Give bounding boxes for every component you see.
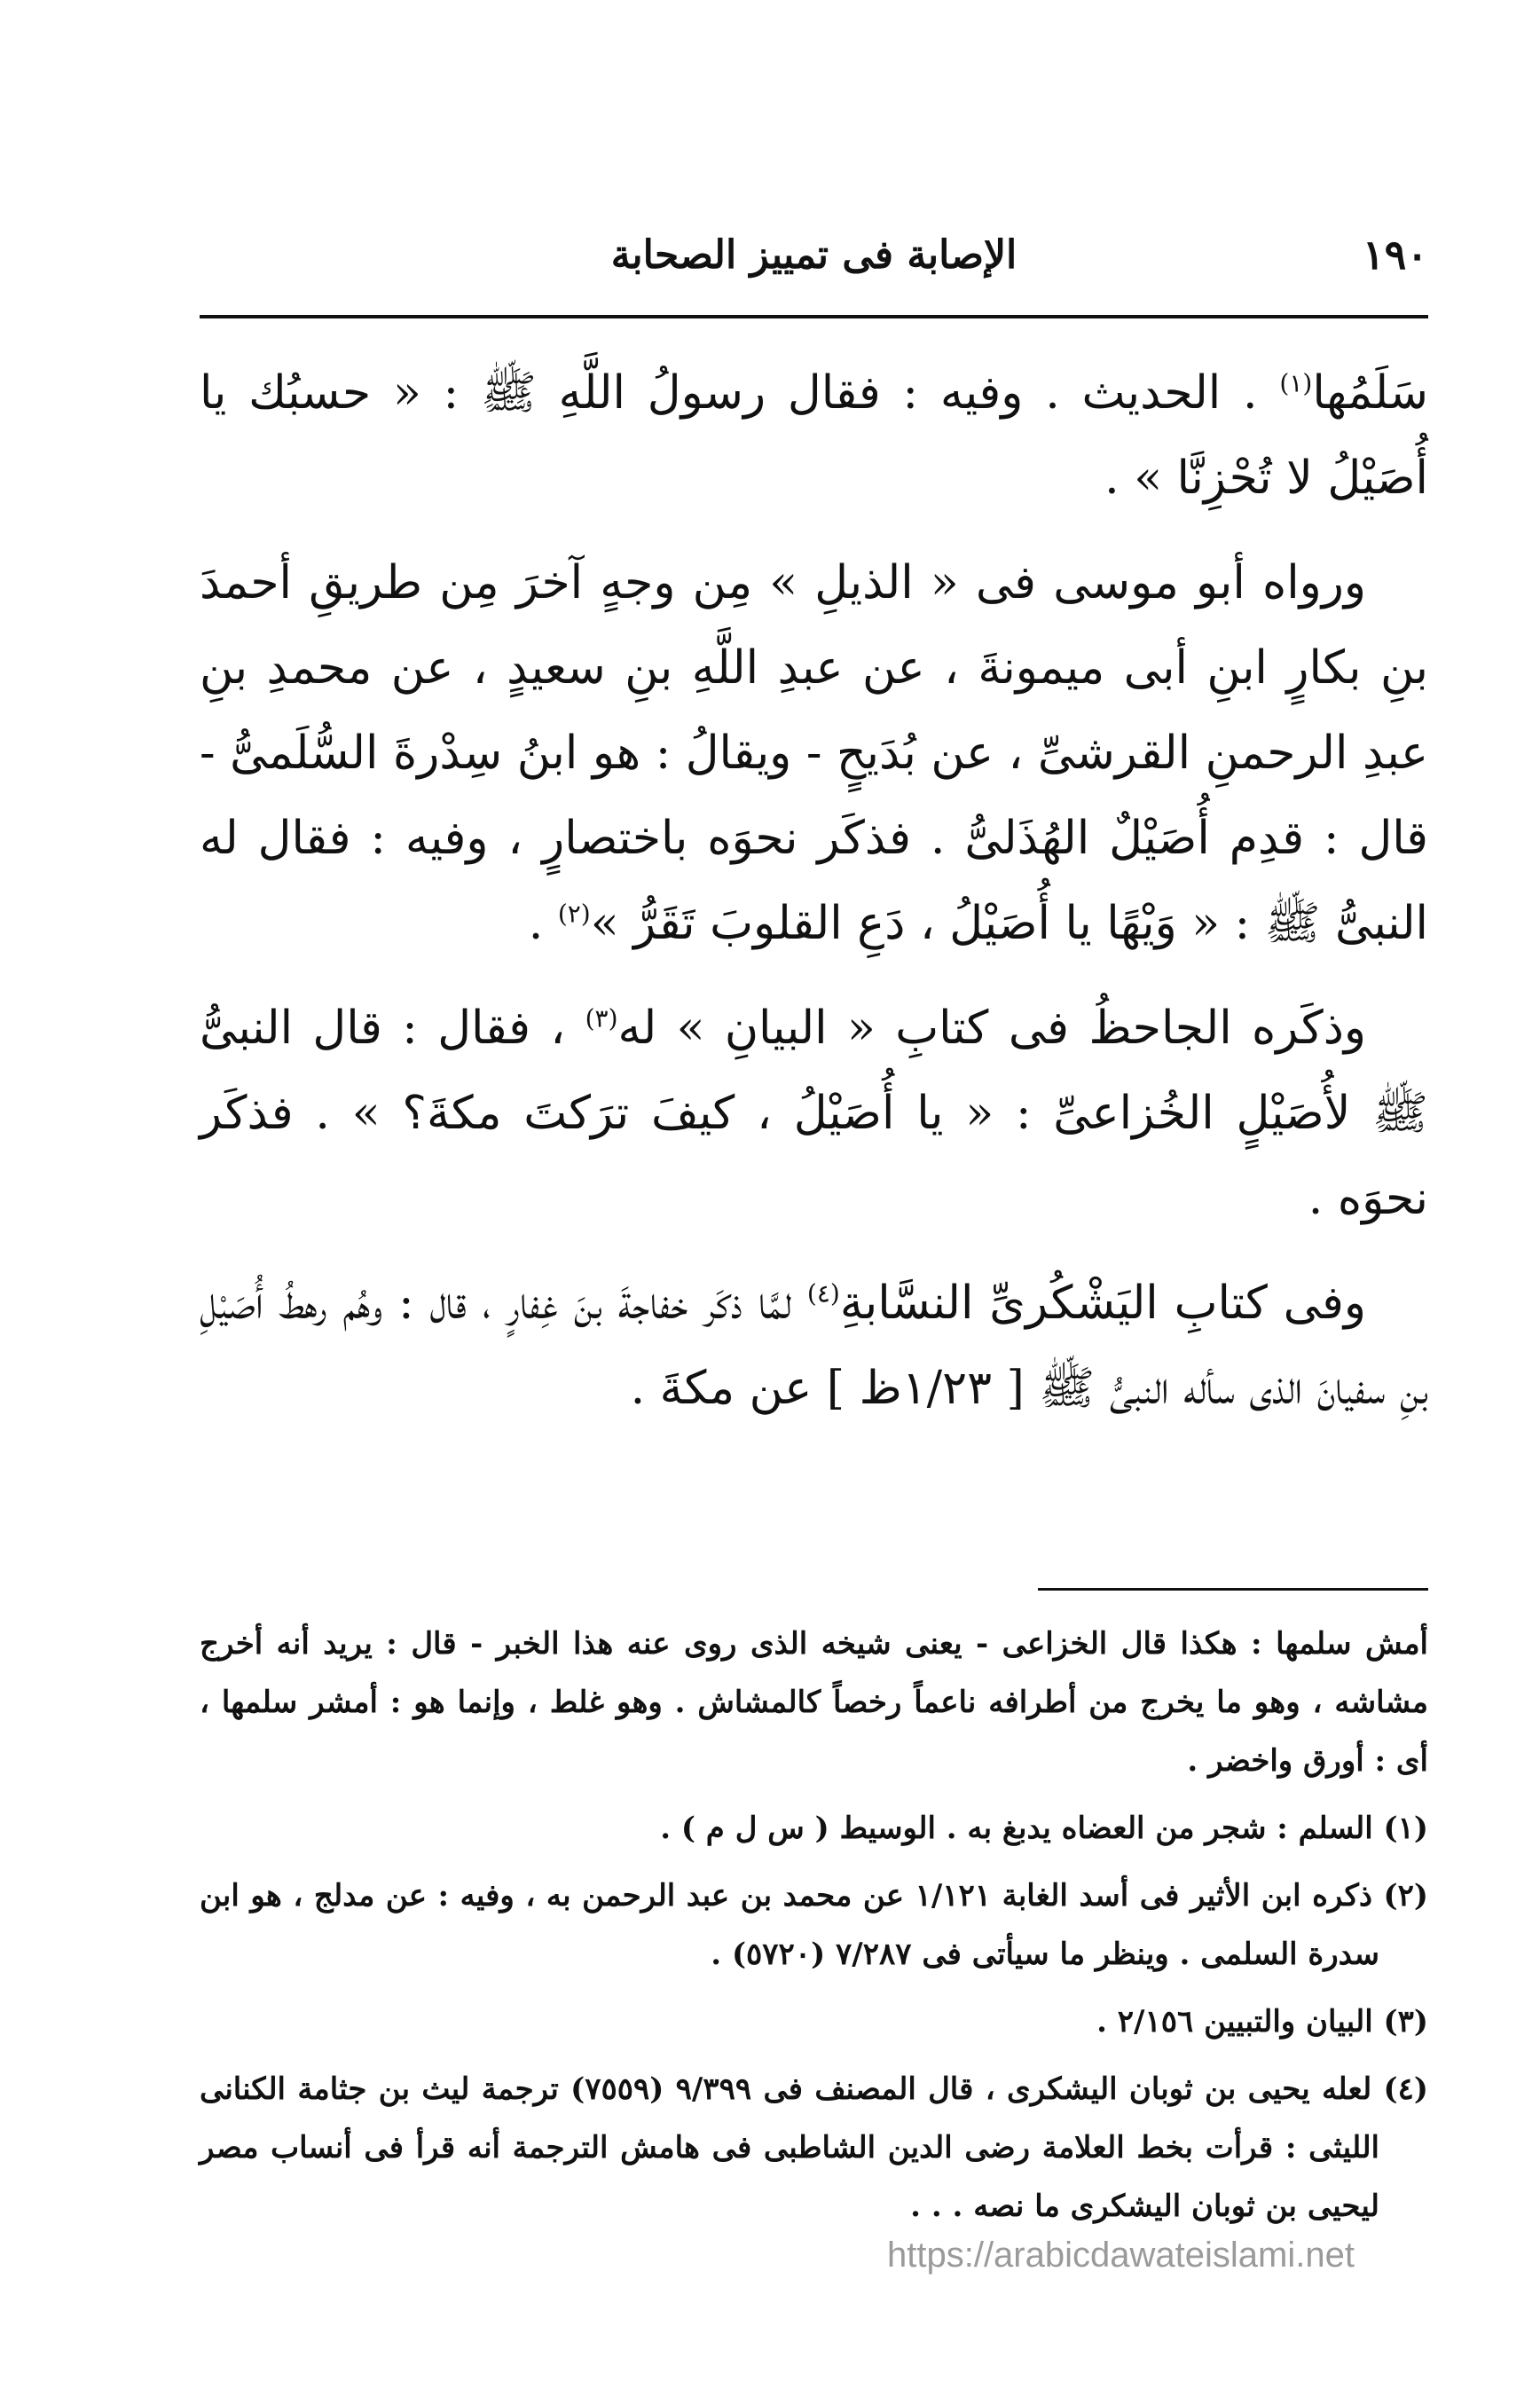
paragraph-1-start: سَلَمُها	[1312, 366, 1428, 420]
footnote-rule	[1038, 1588, 1428, 1591]
footnote-continued: أمش سلمها : هكذا قال الخزاعى - يعنى شيخه الذى روى عنه هذا الخبر - قال : يريد أنه أخرج مشاشه ، وهو ما يخرج من أطرافه ناعماً رخصاً كالمشاش . وهو غلط ، وإنما هو : أمشر سلمها ، أى : أورق واخضر .	[200, 1626, 1428, 1779]
paragraph-4	[200, 1261, 1428, 1431]
header-rule	[200, 315, 1428, 318]
paragraph-4-rest: لمَّا ذكَر خفاجةَ بنَ غِفارٍ ، قال : وهُم رهطُ أُصَيْلِ بنِ سفيانَ الذى سأله النبىُّ ﷺ [ ١/٢٣ظ ] عن مكةَ .	[200, 1277, 1428, 1415]
paragraph-3-rest: ، فقال : قال النبىُّ ﷺ لأُصَيْلٍ الخُزاعىِّ : « يا أُصَيْلُ ، كيفَ ترَكتَ مكةَ؟ » . فذكَر نحوَه .	[200, 1002, 1428, 1225]
footnote-ref-4: (٤)	[806, 1278, 840, 1309]
paragraph-3	[200, 986, 1428, 1241]
paragraph-3-start: وذكَره الجاحظُ فى كتابِ « البيانِ » له	[617, 1002, 1367, 1055]
watermark-url: https://arabicdawateislami.net	[887, 2236, 1355, 2275]
paragraph-2	[200, 540, 1428, 966]
running-title: الإصابة فى تمييز الصحابة	[610, 232, 1018, 278]
paragraph-4-start: وفى كتابِ اليَشْكُرىِّ النسَّابةِ	[839, 1277, 1366, 1330]
footnote-3: (٣) البيان والتبيين ٢/١٥٦ .	[1096, 2004, 1428, 2039]
paragraph-1-rest: . الحديث . وفيه : فقال رسولُ اللَّهِ ﷺ : « حسبُك يا أُصَيْلُ لا تُحْزِنَّا » .	[200, 366, 1428, 505]
page-header	[200, 222, 1428, 310]
footnote-4: (٤) لعله يحيى بن ثوبان اليشكرى ، قال المصنف فى ٩/٣٩٩ (٧٥٥٩) ترجمة ليث بن جثامة الكنانى الليثى : قرأت بخط العلامة رضى الدين الشاطبى فى هامش الترجمة أنه قرأ فى أنساب مصر ليحيى بن ثوبان اليشكرى ما نصه . . .	[200, 2071, 1428, 2224]
paragraph-1	[200, 350, 1428, 521]
page-number: ١٩٠	[1362, 231, 1428, 279]
paragraph-2-text: ورواه أبو موسى فى « الذيلِ » مِن وجهٍ آخرَ مِن طريقِ أحمدَ بنِ بكارٍ ابنِ أبى ميمونةَ ، عن عبدِ اللَّهِ بنِ سعيدٍ ، عن محمدِ بنِ عبدِ الرحمنِ القرشىِّ ، عن بُدَيحٍ - ويقالُ : هو ابنُ سِدْرةَ السُّلَمىُّ - قال : قدِم أُصَيْلٌ الهُذَلىُّ . فذكَر نحوَه باختصارٍ ، وفيه : فقال له النبىُّ ﷺ : « وَيْهًا يا أُصَيْلُ ، دَعِ القلوبَ تَقَرُّ »	[200, 556, 1428, 950]
footnote-ref-1: (١)	[1279, 368, 1313, 398]
footnote-ref-2: (٢)	[557, 899, 591, 929]
main-text	[200, 350, 1428, 1450]
footnote-ref-3: (٣)	[585, 1003, 618, 1033]
footnote-1: (١) السلم : شجر من العضاه يدبغ به . الوسيط ( س ل م ) .	[660, 1811, 1428, 1846]
footnotes	[200, 1615, 1428, 2244]
paragraph-2-end: .	[528, 897, 558, 950]
footnote-2: (٢) ذكره ابن الأثير فى أسد الغابة ١/١٢١ عن محمد بن عبد الرحمن به ، وفيه : عن مدلج ، هو ابن سدرة السلمى . وينظر ما سيأتى فى ٧/٢٨٧ (٥٧٢٠) .	[200, 1878, 1428, 1972]
